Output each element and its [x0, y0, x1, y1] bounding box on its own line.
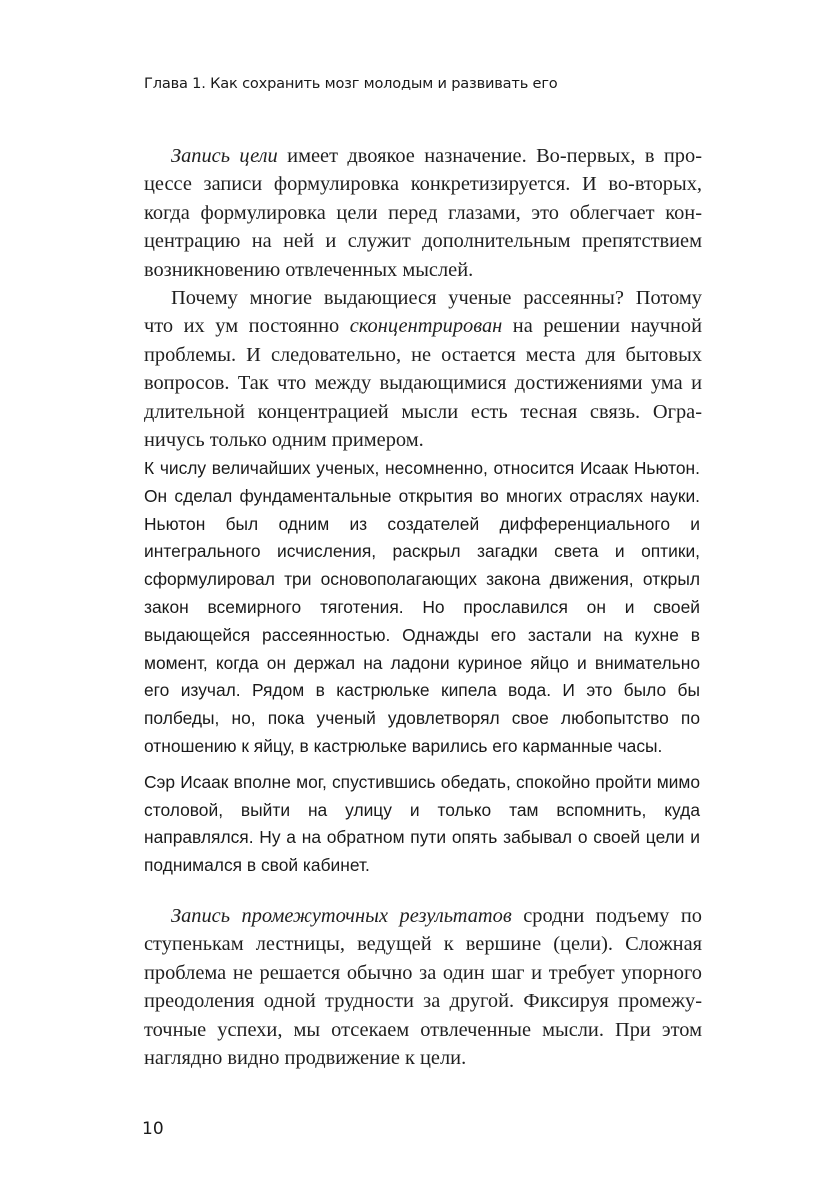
- italic-term-concentrated: сконцентрирован: [349, 315, 503, 338]
- inset-paragraph-newton: К числу величайших ученых, несомненно, относится Исаак Ньютон. Он сделал фундаментальные открытия во многих отраслях науки. Ньютон был одним из создателей дифференциального и интегрального исчисления, раскрыл загадки света и оптики, сформулировал три основополагающих закона движения, открыл закон всемирного тяготения. Но прославился он и своей выдающейся рассеянностью. Однажды его застали на кухне в момент, когда он держал на ладони куриное яйцо и внимательно его изучал. Рядом в кастрюльке кипела вода. И это было бы полбеды, но, пока ученый удовлетворял свое любопытство по отношению к яйцу, в кастрюльке варились его карманные часы.: [144, 458, 700, 756]
- newton-example-inset: [144, 455, 700, 880]
- paragraph-text: имеет двоякое назначение. Во-первых, в процессе записи формулировка конкретизируется. И во-вторых, когда формулировка цели перед глазами, это облегчает концентрацию на ней и служит дополнительным препятствием возникновению отвлеченных мыслей.: [144, 145, 702, 281]
- paragraph-text: на решении научной проблемы. И следовательно, не остается места для бытовых вопросов. Так что между выдающимися достижениями ума и длительной концентрацией мысли есть тесная связь. Ограничусь только одним примером.: [144, 315, 702, 452]
- paragraph-goal-recording: [144, 142, 702, 284]
- italic-term-intermediate-results: Запись промежуточных результатов: [171, 905, 512, 927]
- body-section-top: [144, 142, 702, 454]
- italic-term-goal-recording: Запись цели: [171, 145, 278, 167]
- inset-paragraph-sir-isaac: Сэр Исаак вполне мог, спустившись обедать, спокойно пройти мимо столовой, выйти на улицу и только там вспомнить, куда направлялся. Ну а на обратном пути опять забывал о своей цели и поднимался в свой кабинет.: [144, 771, 700, 876]
- paragraph-absent-minded-scientists: [144, 284, 702, 454]
- paragraph-intermediate-results: [144, 902, 702, 1072]
- paragraph-text: Почему многие выдающиеся ученые рассеянны? Потому что их ум постоянно: [144, 287, 702, 338]
- running-header: Глава 1. Как сохранить мозг молодым и развивать его: [144, 75, 558, 92]
- page-number: 10: [142, 1119, 164, 1139]
- body-section-bottom: [144, 902, 702, 1072]
- paragraph-text: сродни подъему по ступенькам лестницы, ведущей к вершине (цели). Сложная проблема не решается обычно за один шаг и требует упорного преодоления одной трудности за другой. Фиксируя промежуточные успехи, мы отсекаем отвлеченные мысли. При этом наглядно видно продвижение к цели.: [144, 905, 703, 1070]
